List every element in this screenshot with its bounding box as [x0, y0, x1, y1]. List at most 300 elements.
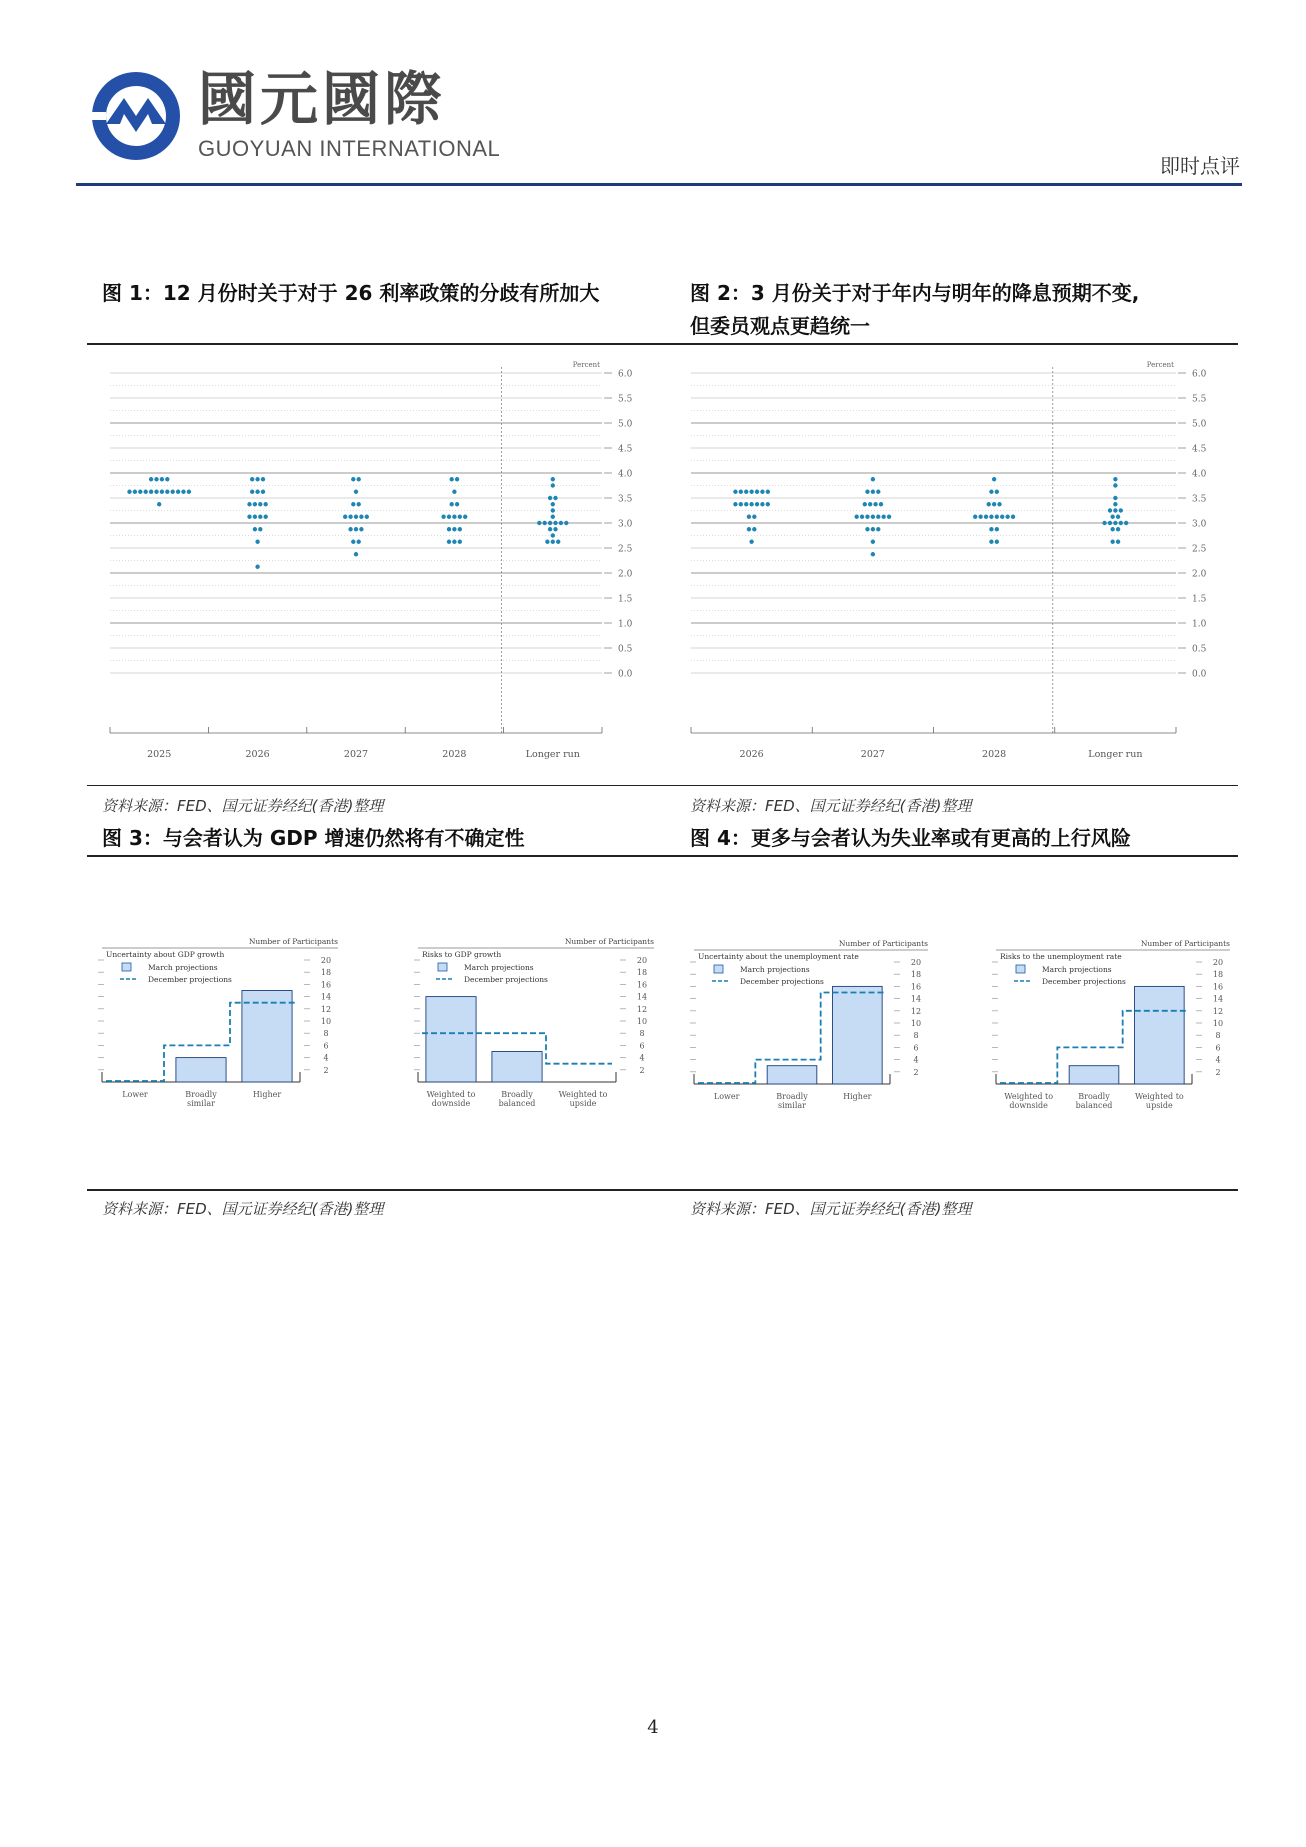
- projection-dot: [755, 490, 759, 494]
- march-bar: [426, 997, 476, 1082]
- x-tick-label: Lower: [122, 1090, 148, 1099]
- chart-title: Uncertainty about the unemployment rate: [698, 952, 859, 961]
- projection-dot: [455, 502, 459, 506]
- projection-dot: [138, 490, 142, 494]
- y-tick-label: 4: [913, 1055, 919, 1065]
- y-tick-label: 6: [913, 1043, 919, 1053]
- bar-chart-unemployment-risks: [990, 938, 1248, 1110]
- projection-dot: [157, 502, 161, 506]
- projection-dot: [154, 477, 158, 481]
- y-tick-label: 18: [320, 968, 332, 978]
- projection-dot: [548, 496, 552, 500]
- projection-dot: [871, 552, 875, 556]
- projection-dot: [989, 515, 993, 519]
- projection-dot: [752, 527, 756, 531]
- projection-dot: [871, 540, 875, 544]
- page-number: 4: [647, 1717, 659, 1738]
- projection-dot: [752, 515, 756, 519]
- projection-dot: [441, 515, 445, 519]
- projection-dot: [887, 515, 891, 519]
- y-tick-label: 18: [1212, 970, 1224, 980]
- projection-dot: [343, 515, 347, 519]
- x-tick-label: Weighted to: [1004, 1092, 1054, 1101]
- figure-1-title: 图 1：12 月份时关于对于 26 利率政策的分歧有所加大: [102, 281, 600, 305]
- projection-dot: [264, 502, 268, 506]
- x-tick-label: 2028: [982, 749, 1007, 760]
- projection-dot: [879, 502, 883, 506]
- projection-dot: [165, 477, 169, 481]
- projection-dot: [357, 540, 361, 544]
- y-tick-label: 2.0: [1192, 569, 1207, 580]
- projection-dot: [995, 515, 999, 519]
- projection-dot: [865, 527, 869, 531]
- x-tick-label: Broadly: [776, 1092, 808, 1101]
- x-tick-label: upside: [1145, 1101, 1173, 1110]
- projection-dot: [1113, 496, 1117, 500]
- projection-dot: [553, 521, 557, 525]
- projection-dot: [264, 515, 268, 519]
- projection-dot: [359, 515, 363, 519]
- y-tick-label: 12: [1212, 1006, 1224, 1016]
- projection-dot: [766, 502, 770, 506]
- projection-dot: [747, 527, 751, 531]
- march-bar: [767, 1066, 817, 1084]
- y-tick-label: 16: [910, 982, 922, 992]
- projection-dot: [739, 490, 743, 494]
- y-tick-label: 20: [636, 956, 648, 965]
- y-tick-label: 16: [320, 980, 332, 990]
- projection-dot: [258, 502, 262, 506]
- projection-dot: [992, 477, 996, 481]
- projection-dot: [551, 508, 555, 512]
- legend-label: December projections: [464, 975, 548, 984]
- projection-dot: [1116, 527, 1120, 531]
- y-tick-label: 5.5: [618, 394, 633, 405]
- x-tick-label: Longer run: [525, 749, 580, 760]
- y-tick-label: 1.5: [1192, 594, 1207, 605]
- x-tick-label: Broadly: [501, 1090, 533, 1099]
- y-tick-label: 16: [636, 980, 648, 990]
- y-tick-label: 1.0: [1192, 619, 1207, 630]
- projection-dot: [255, 540, 259, 544]
- projection-dot: [354, 527, 358, 531]
- x-tick-label: balanced: [1075, 1101, 1113, 1110]
- projection-dot: [556, 540, 560, 544]
- projection-dot: [992, 502, 996, 506]
- projection-dot: [458, 540, 462, 544]
- y-tick-label: 5.0: [1192, 419, 1207, 430]
- y-axis-label: Percent: [1146, 361, 1174, 369]
- projection-dot: [749, 502, 753, 506]
- projection-dot: [463, 515, 467, 519]
- projection-dot: [760, 490, 764, 494]
- projection-dot: [863, 502, 867, 506]
- header-divider: [76, 183, 1242, 186]
- projection-dot: [744, 490, 748, 494]
- y-axis-label: Percent: [572, 361, 600, 369]
- y-tick-label: 2: [1215, 1067, 1221, 1077]
- x-tick-label: Higher: [252, 1090, 282, 1099]
- projection-dot: [357, 502, 361, 506]
- y-tick-label: 3.0: [618, 519, 633, 530]
- projection-dot: [447, 515, 451, 519]
- brand-name-cn: 國元國際: [198, 65, 447, 133]
- x-tick-label: Higher: [843, 1092, 872, 1101]
- legend-swatch-march: [122, 963, 131, 971]
- projection-dot: [351, 540, 355, 544]
- projection-dot: [1119, 508, 1123, 512]
- y-tick-label: 2.0: [618, 569, 633, 580]
- x-tick-label: Lower: [713, 1092, 740, 1101]
- y-tick-label: 2: [639, 1065, 645, 1075]
- y-tick-label: 10: [636, 1017, 648, 1026]
- y-tick-label: 6.0: [618, 369, 633, 380]
- figure-3-title: 图 3：与会者认为 GDP 增速仍然将有不确定性: [102, 826, 525, 850]
- y-tick-label: 0.5: [1192, 644, 1207, 655]
- projection-dot: [997, 502, 1001, 506]
- y-tick-label: 10: [910, 1019, 922, 1028]
- projection-dot: [253, 527, 257, 531]
- y-tick-label: 20: [910, 958, 922, 967]
- y-tick-label: 6: [323, 1041, 329, 1051]
- company-logo-icon: [88, 68, 184, 164]
- x-tick-label: Longer run: [1088, 749, 1143, 760]
- projection-dot: [760, 502, 764, 506]
- projection-dot: [154, 490, 158, 494]
- projection-dot: [450, 477, 454, 481]
- projection-dot: [1110, 540, 1114, 544]
- projection-dot: [354, 552, 358, 556]
- projection-dot: [1102, 521, 1106, 525]
- projection-dot: [1116, 515, 1120, 519]
- projection-dot: [1005, 515, 1009, 519]
- x-tick-label: 2026: [739, 749, 764, 760]
- y-tick-label: 14: [910, 994, 922, 1004]
- projection-dot: [551, 477, 555, 481]
- projection-dot: [1116, 540, 1120, 544]
- projection-dot: [354, 515, 358, 519]
- y-tick-label: 20: [1212, 958, 1224, 967]
- projection-dot: [559, 521, 563, 525]
- y-tick-label: 12: [910, 1006, 922, 1016]
- figure-4-title: 图 4：更多与会者认为失业率或有更高的上行风险: [690, 826, 1131, 850]
- projection-dot: [564, 521, 568, 525]
- projection-dot: [455, 477, 459, 481]
- y-tick-label: 14: [636, 992, 648, 1002]
- x-tick-label: 2027: [343, 749, 369, 760]
- y-tick-label: 3.5: [618, 494, 633, 505]
- x-tick-label: balanced: [498, 1099, 536, 1108]
- y-tick-label: 4: [1215, 1055, 1221, 1065]
- projection-dot: [989, 540, 993, 544]
- table-top-rule: [87, 343, 1238, 345]
- projection-dot: [253, 502, 257, 506]
- projection-dot: [458, 515, 462, 519]
- projection-dot: [261, 490, 265, 494]
- projection-dot: [354, 490, 358, 494]
- projection-dot: [247, 502, 251, 506]
- projection-dot: [133, 490, 137, 494]
- figure-2-title-line1: 图 2：3 月份关于对于年内与明年的降息预期不变,: [690, 281, 1140, 305]
- projection-dot: [452, 540, 456, 544]
- projection-dot: [165, 490, 169, 494]
- y-tick-label: 2: [913, 1067, 919, 1077]
- y-tick-label: 14: [320, 992, 332, 1002]
- y-tick-label: 18: [910, 970, 922, 980]
- y-tick-label: 0.5: [618, 644, 633, 655]
- projection-dot: [255, 477, 259, 481]
- figure-1-source: 资料来源：FED、国元证券经纪(香港)整理: [102, 797, 384, 815]
- projection-dot: [881, 515, 885, 519]
- march-bar: [242, 991, 292, 1083]
- projection-dot: [255, 565, 259, 569]
- y-axis-label: Number of Participants: [1140, 939, 1230, 948]
- projection-dot: [253, 515, 257, 519]
- x-tick-label: Weighted to: [558, 1090, 608, 1099]
- projection-dot: [553, 496, 557, 500]
- x-tick-label: Weighted to: [426, 1090, 476, 1099]
- march-bar: [492, 1052, 542, 1083]
- y-tick-label: 12: [320, 1004, 332, 1014]
- projection-dot: [551, 540, 555, 544]
- projection-dot: [450, 502, 454, 506]
- y-tick-label: 6.0: [1192, 369, 1207, 380]
- projection-dot: [1000, 515, 1004, 519]
- projection-dot: [739, 502, 743, 506]
- y-tick-label: 0.0: [1192, 669, 1207, 680]
- projection-dot: [258, 515, 262, 519]
- projection-dot: [749, 490, 753, 494]
- projection-dot: [359, 527, 363, 531]
- y-tick-label: 2.5: [618, 544, 633, 555]
- dot-plot-figure-1: [102, 355, 664, 780]
- projection-dot: [351, 502, 355, 506]
- projection-dot: [1108, 508, 1112, 512]
- sources-top-rule: [87, 785, 1238, 786]
- projection-dot: [181, 490, 185, 494]
- projection-dot: [447, 540, 451, 544]
- projection-dot: [1113, 483, 1117, 487]
- projection-dot: [989, 527, 993, 531]
- y-tick-label: 6: [1215, 1043, 1221, 1053]
- projection-dot: [551, 483, 555, 487]
- projection-dot: [1124, 521, 1128, 525]
- x-tick-label: 2025: [147, 749, 172, 760]
- x-tick-label: Broadly: [1078, 1092, 1110, 1101]
- y-axis-label: Number of Participants: [564, 937, 654, 946]
- figure-3-source: 资料来源：FED、国元证券经纪(香港)整理: [102, 1200, 384, 1218]
- x-tick-label: 2027: [860, 749, 885, 760]
- projection-dot: [995, 540, 999, 544]
- projection-dot: [261, 477, 265, 481]
- projection-dot: [749, 540, 753, 544]
- y-tick-label: 3.0: [1192, 519, 1207, 530]
- projection-dot: [876, 527, 880, 531]
- projection-dot: [551, 533, 555, 537]
- y-tick-label: 5.5: [1192, 394, 1207, 405]
- projection-dot: [995, 527, 999, 531]
- projection-dot: [160, 490, 164, 494]
- projection-dot: [452, 527, 456, 531]
- projection-dot: [1113, 502, 1117, 506]
- projection-dot: [871, 490, 875, 494]
- march-bar: [176, 1058, 226, 1082]
- y-tick-label: 5.0: [618, 419, 633, 430]
- bar-chart-unemployment-uncertainty: [688, 938, 946, 1110]
- projection-dot: [250, 490, 254, 494]
- projection-dot: [865, 515, 869, 519]
- y-tick-label: 4: [639, 1053, 645, 1063]
- legend-label: March projections: [740, 965, 810, 974]
- legend-swatch-march: [714, 965, 723, 973]
- projection-dot: [255, 490, 259, 494]
- dot-plot-figure-2: [683, 355, 1238, 780]
- x-tick-label: Broadly: [185, 1090, 217, 1099]
- chart-title: Uncertainty about GDP growth: [106, 950, 225, 959]
- report-type: 即时点评: [1160, 154, 1240, 178]
- projection-dot: [865, 490, 869, 494]
- projection-dot: [543, 521, 547, 525]
- legend-label: December projections: [148, 975, 232, 984]
- projection-dot: [144, 490, 148, 494]
- projection-dot: [247, 515, 251, 519]
- x-tick-label: similar: [778, 1101, 806, 1110]
- x-tick-label: Weighted to: [1134, 1092, 1184, 1101]
- x-tick-label: downside: [1009, 1101, 1048, 1110]
- x-tick-label: downside: [431, 1099, 471, 1108]
- y-tick-label: 10: [320, 1017, 332, 1026]
- projection-dot: [868, 502, 872, 506]
- figure-2-source: 资料来源：FED、国元证券经纪(香港)整理: [690, 797, 972, 815]
- y-tick-label: 2: [323, 1065, 329, 1075]
- projection-dot: [973, 515, 977, 519]
- y-tick-label: 4: [323, 1053, 329, 1063]
- projection-dot: [860, 515, 864, 519]
- y-tick-label: 0.0: [618, 669, 633, 680]
- projection-dot: [357, 477, 361, 481]
- projection-dot: [876, 490, 880, 494]
- y-axis-label: Number of Participants: [248, 937, 338, 946]
- projection-dot: [1113, 477, 1117, 481]
- y-tick-label: 3.5: [1192, 494, 1207, 505]
- projection-dot: [995, 490, 999, 494]
- projection-dot: [987, 502, 991, 506]
- y-tick-label: 12: [636, 1004, 648, 1014]
- projection-dot: [984, 515, 988, 519]
- x-tick-label: upside: [569, 1099, 597, 1108]
- projection-dot: [171, 490, 175, 494]
- projection-dot: [545, 540, 549, 544]
- y-tick-label: 4.0: [1192, 469, 1207, 480]
- legend-swatch-march: [1016, 965, 1025, 973]
- projection-dot: [149, 477, 153, 481]
- y-tick-label: 10: [1212, 1019, 1224, 1028]
- y-tick-label: 16: [1212, 982, 1224, 992]
- legend-label: March projections: [148, 963, 218, 972]
- sources-bottom-rule: [87, 1189, 1238, 1191]
- projection-dot: [149, 490, 153, 494]
- y-tick-label: 18: [636, 968, 648, 978]
- projection-dot: [854, 515, 858, 519]
- projection-dot: [187, 490, 191, 494]
- projection-dot: [551, 502, 555, 506]
- projection-dot: [733, 490, 737, 494]
- y-tick-label: 8: [323, 1029, 329, 1039]
- y-tick-label: 8: [913, 1031, 919, 1041]
- march-bar: [833, 986, 883, 1084]
- projection-dot: [452, 490, 456, 494]
- projection-dot: [978, 515, 982, 519]
- projection-dot: [351, 477, 355, 481]
- projection-dot: [1108, 521, 1112, 525]
- projection-dot: [551, 515, 555, 519]
- projection-dot: [873, 502, 877, 506]
- projection-dot: [348, 515, 352, 519]
- y-tick-label: 8: [639, 1029, 645, 1039]
- figure-2-title-line2: 但委员观点更趋统一: [690, 314, 870, 338]
- projection-dot: [1113, 508, 1117, 512]
- march-bar: [1135, 986, 1185, 1084]
- y-tick-label: 20: [320, 956, 332, 965]
- projection-dot: [1110, 515, 1114, 519]
- legend-label: December projections: [1042, 977, 1126, 986]
- bar-chart-gdp-risks: [412, 936, 672, 1108]
- projection-dot: [160, 477, 164, 481]
- y-tick-label: 6: [639, 1041, 645, 1051]
- projection-dot: [1011, 515, 1015, 519]
- projection-dot: [458, 527, 462, 531]
- figure-4-source: 资料来源：FED、国元证券经纪(香港)整理: [690, 1200, 972, 1218]
- projection-dot: [365, 515, 369, 519]
- y-tick-label: 4.0: [618, 469, 633, 480]
- legend-label: March projections: [464, 963, 534, 972]
- projection-dot: [553, 527, 557, 531]
- projection-dot: [766, 490, 770, 494]
- bar-chart-gdp-uncertainty: [96, 936, 356, 1108]
- figure-3-4-top-rule: [87, 855, 1238, 857]
- projection-dot: [747, 515, 751, 519]
- projection-dot: [176, 490, 180, 494]
- chart-title: Risks to GDP growth: [422, 950, 502, 959]
- projection-dot: [1119, 521, 1123, 525]
- projection-dot: [127, 490, 131, 494]
- y-tick-label: 1.0: [618, 619, 633, 630]
- projection-dot: [871, 515, 875, 519]
- y-tick-label: 2.5: [1192, 544, 1207, 555]
- y-tick-label: 4.5: [1192, 444, 1207, 455]
- x-tick-label: 2028: [442, 749, 467, 760]
- projection-dot: [452, 515, 456, 519]
- y-tick-label: 4.5: [618, 444, 633, 455]
- projection-dot: [1110, 527, 1114, 531]
- chart-title: Risks to the unemployment rate: [1000, 952, 1122, 961]
- legend-label: March projections: [1042, 965, 1112, 974]
- legend-label: December projections: [740, 977, 824, 986]
- brand-name-en: GUOYUAN INTERNATIONAL: [198, 136, 501, 161]
- projection-dot: [250, 477, 254, 481]
- projection-dot: [733, 502, 737, 506]
- projection-dot: [258, 527, 262, 531]
- projection-dot: [1113, 521, 1117, 525]
- x-tick-label: 2026: [245, 749, 270, 760]
- projection-dot: [548, 521, 552, 525]
- projection-dot: [744, 502, 748, 506]
- projection-dot: [348, 527, 352, 531]
- projection-dot: [876, 515, 880, 519]
- y-tick-label: 14: [1212, 994, 1224, 1004]
- projection-dot: [871, 477, 875, 481]
- x-tick-label: similar: [187, 1099, 215, 1108]
